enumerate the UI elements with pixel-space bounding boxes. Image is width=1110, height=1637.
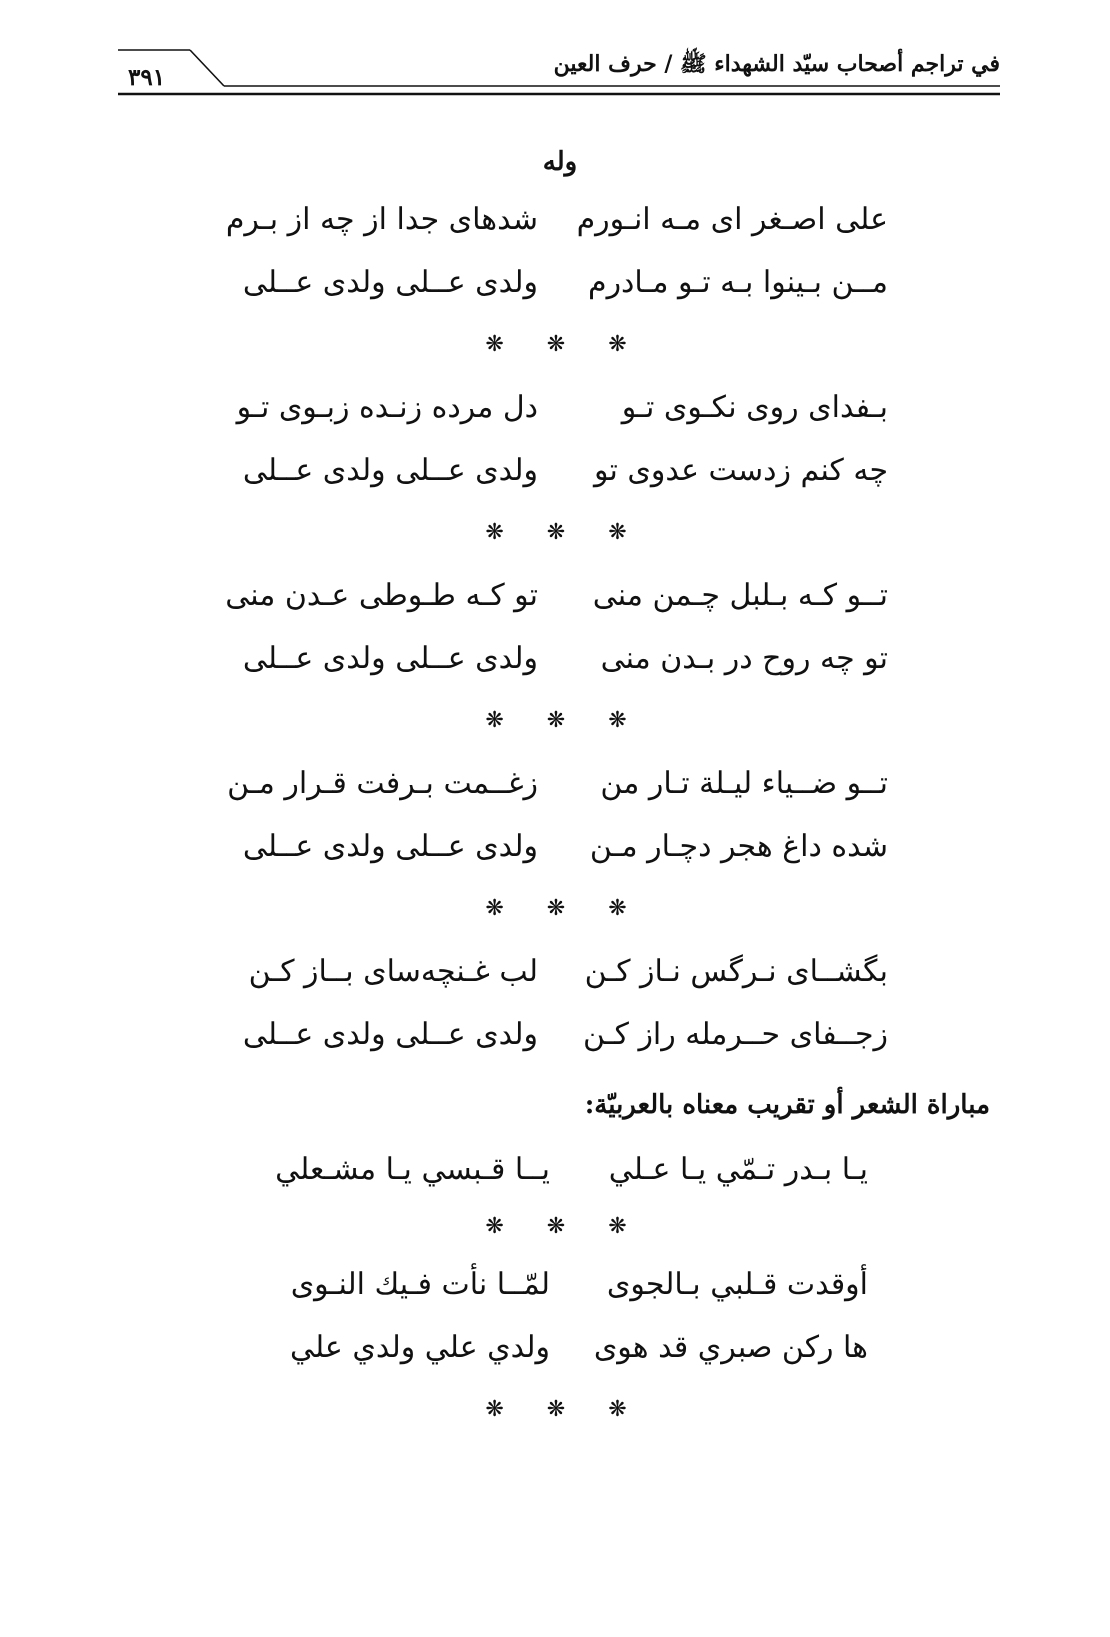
running-title: في تراجم أصحاب سيّد الشهداء ﷺ / حرف العين (553, 51, 1000, 77)
hemistich-first: ها ركن صبري قد هوى (593, 1330, 868, 1365)
hemistich-second: لمّــا نأت فـيك النـوى (290, 1267, 550, 1302)
hemistich-first: أوقدت قـلبي بـالجوى (606, 1267, 868, 1302)
hemistich-first: زجــفاى حــرمله راز كـن (583, 1017, 888, 1052)
couplet (0, 1138, 1110, 1201)
hemistich-second: ولدي علي ولدي علي (290, 1330, 550, 1365)
stanza-divider: ❋ ❋ ❋ (485, 708, 645, 733)
couplet (0, 439, 1110, 502)
couplet (0, 627, 1110, 690)
hemistich-first: بـفداى روى نكـوى تـو (621, 390, 888, 425)
stanza-divider: ❋ ❋ ❋ (485, 1397, 645, 1422)
couplet (0, 1253, 1110, 1316)
couplet (0, 188, 1110, 251)
hemistich-second: زغــمت بـرفت قـرار مـن (227, 766, 538, 801)
hemistich-second: شدهاى جدا از چه از بـرم (225, 202, 538, 237)
poem-heading: وله (542, 147, 578, 177)
hemistich-first: تــو كـه بـلبل چـمن منى (592, 578, 888, 613)
hemistich-second: ولدى عــلى ولدى عــلى (242, 1017, 538, 1052)
couplet (0, 815, 1110, 878)
stanza-divider: ❋ ❋ ❋ (485, 520, 645, 545)
hemistich-second: ولدى عــلى ولدى عــلى (242, 641, 538, 676)
stanza-divider: ❋ ❋ ❋ (485, 1214, 645, 1239)
hemistich-second: لب غـنچه‌ساى بــاز كـن (248, 954, 538, 989)
poem (0, 136, 1110, 1441)
page-header (118, 40, 1000, 104)
stanza-divider: ❋ ❋ ❋ (485, 896, 645, 921)
hemistich-first: شده داغ هجر دچـار مـن (589, 829, 888, 864)
couplet (0, 376, 1110, 439)
hemistich-second: تو كـه طـوطى عـدن منى (225, 578, 538, 613)
hemistich-first: مــن بـينوا بـه تـو مـادرم (588, 265, 888, 300)
couplet (0, 1316, 1110, 1379)
hemistich-first: تو چه روح در بـدن منى (600, 641, 888, 676)
couplet (0, 1003, 1110, 1066)
arabic-rendering-title: مباراة الشعر أو تقريب معناه بالعربيّة: (584, 1090, 990, 1120)
page-number: ٣٩١ (128, 64, 166, 91)
hemistich-first: يـا بـدر تـمّي يـا عـلي (608, 1152, 868, 1187)
hemistich-second: ولدى عــلى ولدى عــلى (242, 265, 538, 300)
hemistich-first: چه كنم زدست عدوى تو (594, 453, 888, 488)
couplet (0, 564, 1110, 627)
couplet (0, 940, 1110, 1003)
hemistich-second: يــا قـبسي يـا مشـعلي (275, 1152, 550, 1187)
hemistich-first: على اصـغر اى مـه انـورم (576, 202, 888, 237)
hemistich-second: دل مرده زنـده زبـوى تـو (236, 390, 538, 425)
stanza-divider: ❋ ❋ ❋ (485, 332, 645, 357)
hemistich-first: بگشــاى نـرگس نـاز كـن (584, 954, 888, 989)
hemistich-second: ولدى عــلى ولدى عــلى (242, 453, 538, 488)
couplet (0, 251, 1110, 314)
hemistich-first: تــو ضــياء ليـلة تـار من (600, 766, 888, 801)
hemistich-second: ولدى عــلى ولدى عــلى (242, 829, 538, 864)
couplet (0, 752, 1110, 815)
